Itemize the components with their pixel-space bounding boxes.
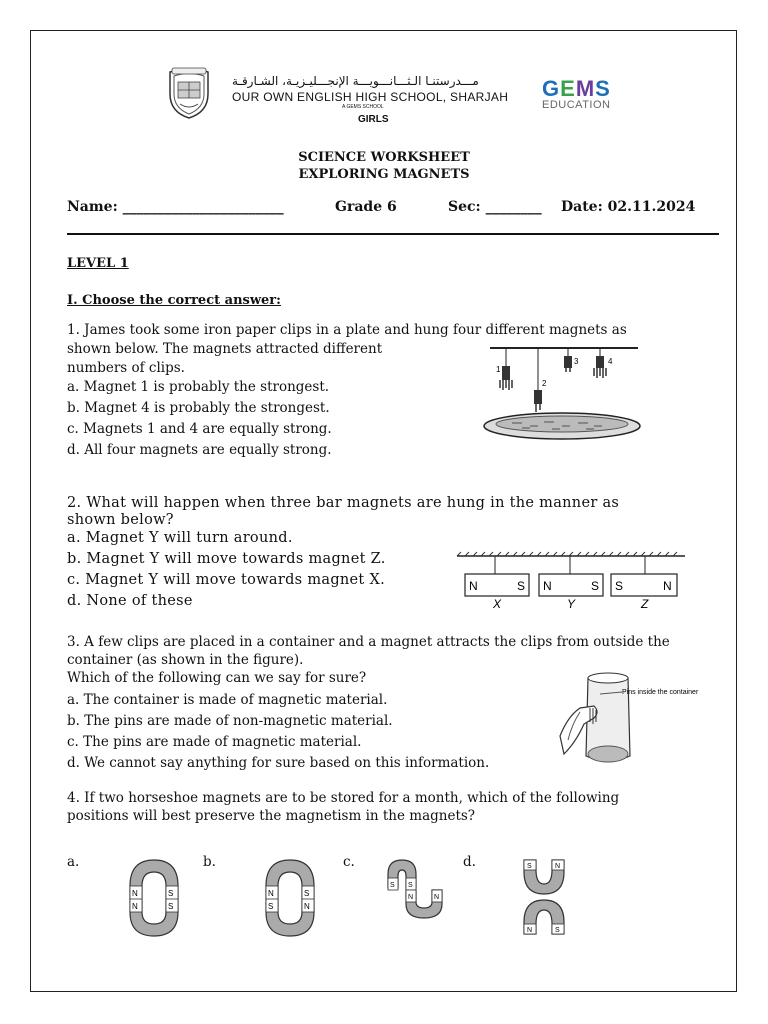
q3-option-d[interactable]: d. We cannot say anything for sure based on this information. (67, 755, 490, 771)
q4-text-line2: positions will best preserve the magnetism in the magnets? (67, 808, 476, 824)
q2-magnet-x-left-pole: N (469, 579, 478, 593)
q4-option-a-figure (126, 856, 182, 940)
q1-label-3: 3 (574, 357, 579, 366)
q4-option-d-label[interactable]: d. (463, 854, 476, 870)
q2-option-d[interactable]: d. None of these (67, 593, 193, 609)
q4-c-pole-3: N (408, 894, 414, 901)
q1-option-a[interactable]: a. Magnet 1 is probably the strongest. (67, 379, 330, 395)
section-heading: I. Choose the correct answer: (67, 293, 281, 308)
q1-text-line2: shown below. The magnets attracted different (67, 341, 383, 357)
q1-option-c[interactable]: c. Magnets 1 and 4 are equally strong. (67, 421, 332, 437)
level-heading: LEVEL 1 (67, 256, 129, 271)
school-girls-label: GIRLS (358, 114, 389, 125)
q2-option-c[interactable]: c. Magnet Y will move towards magnet X. (67, 572, 385, 588)
q2-magnet-z-right-pole: N (663, 579, 672, 593)
grade-label: Grade 6 (335, 199, 397, 215)
school-subtitle: A GEMS SCHOOL (342, 104, 384, 110)
school-name-arabic: مـــدرستنـا الـثـــانـــويـــة الإنجـــليـزيـة، الشـارقـة (232, 74, 479, 88)
gems-education-label: EDUCATION (542, 99, 611, 111)
q2-bar-magnets-figure (455, 550, 687, 612)
q4-a-pole-1: N (132, 889, 138, 898)
school-name-english: OUR OWN ENGLISH HIGH SCHOOL, SHARJAH (232, 90, 509, 104)
q4-c-pole-4: N (434, 894, 440, 901)
q4-option-c-figure (384, 856, 452, 924)
q4-b-pole-1: N (268, 889, 274, 898)
q4-c-pole-2: S (408, 882, 413, 889)
q4-text-line1: 4. If two horseshoe magnets are to be stored for a month, which of the following (67, 790, 620, 806)
q4-d-pole-2: N (555, 863, 561, 870)
worksheet-subtitle: EXPLORING MAGNETS (298, 167, 470, 182)
q1-label-2: 2 (542, 379, 547, 388)
q4-option-d-figure (522, 858, 566, 936)
date-label: Date: 02.11.2024 (561, 199, 696, 215)
q4-c-pole-1: S (390, 882, 395, 889)
q3-text-line2: container (as shown in the figure). (67, 652, 304, 668)
q3-text-line1: 3. A few clips are placed in a container and a magnet attracts the clips from outside the (67, 634, 670, 650)
q2-option-a[interactable]: a. Magnet Y will turn around. (67, 530, 293, 546)
q2-magnet-y-right-pole: S (591, 579, 600, 593)
q4-a-pole-4: S (168, 902, 174, 911)
q2-magnet-z-label: Z (641, 597, 649, 611)
q2-magnet-x-label: X (493, 597, 502, 611)
q2-magnet-z-left-pole: S (615, 579, 624, 593)
q2-magnet-y-label: Y (567, 597, 576, 611)
q4-option-a-label[interactable]: a. (67, 854, 80, 870)
name-field[interactable]: Name: _______________________ (67, 199, 284, 215)
q4-a-pole-3: S (168, 889, 174, 898)
q1-label-1: 1 (496, 365, 501, 374)
q4-b-pole-2: S (268, 902, 274, 911)
q1-option-b[interactable]: b. Magnet 4 is probably the strongest. (67, 400, 330, 416)
q3-text-line3: Which of the following can we say for sure? (67, 670, 367, 686)
q1-option-d[interactable]: d. All four magnets are equally strong. (67, 442, 332, 458)
q4-option-b-figure (262, 856, 318, 940)
school-crest-icon (164, 66, 214, 120)
q3-option-b[interactable]: b. The pins are made of non-magnetic material. (67, 713, 393, 729)
worksheet-title: SCIENCE WORKSHEET (298, 150, 470, 165)
q3-container-magnet-figure (550, 668, 699, 770)
q4-d-pole-1: S (527, 863, 532, 870)
q1-label-4: 4 (608, 357, 613, 366)
q2-text-line2: shown below? (67, 512, 174, 528)
q2-text-line1: 2. What will happen when three bar magnets are hung in the manner as (67, 495, 620, 511)
q1-magnets-plate-figure (482, 340, 642, 442)
q2-option-b[interactable]: b. Magnet Y will move towards magnet Z. (67, 551, 386, 567)
q3-pins-label: Pins inside the container (622, 689, 699, 696)
q2-magnet-x-right-pole: S (517, 579, 526, 593)
q4-b-pole-4: N (304, 902, 310, 911)
q4-option-c-label[interactable]: c. (343, 854, 355, 870)
q2-magnet-y-left-pole: N (543, 579, 552, 593)
q1-text-line3: numbers of clips. (67, 360, 185, 376)
section-field[interactable]: Sec: ________ (448, 199, 542, 215)
q3-option-a[interactable]: a. The container is made of magnetic material. (67, 692, 388, 708)
header-divider (67, 233, 719, 235)
q4-b-pole-3: S (304, 889, 310, 898)
gems-logo: GEMS (542, 76, 611, 101)
q4-option-b-label[interactable]: b. (203, 854, 216, 870)
q4-d-pole-3: N (527, 927, 533, 934)
q3-option-c[interactable]: c. The pins are made of magnetic material. (67, 734, 362, 750)
q4-a-pole-2: N (132, 902, 138, 911)
q1-text-line1: 1. James took some iron paper clips in a plate and hung four different magnets as (67, 322, 627, 338)
q4-d-pole-4: S (555, 927, 560, 934)
